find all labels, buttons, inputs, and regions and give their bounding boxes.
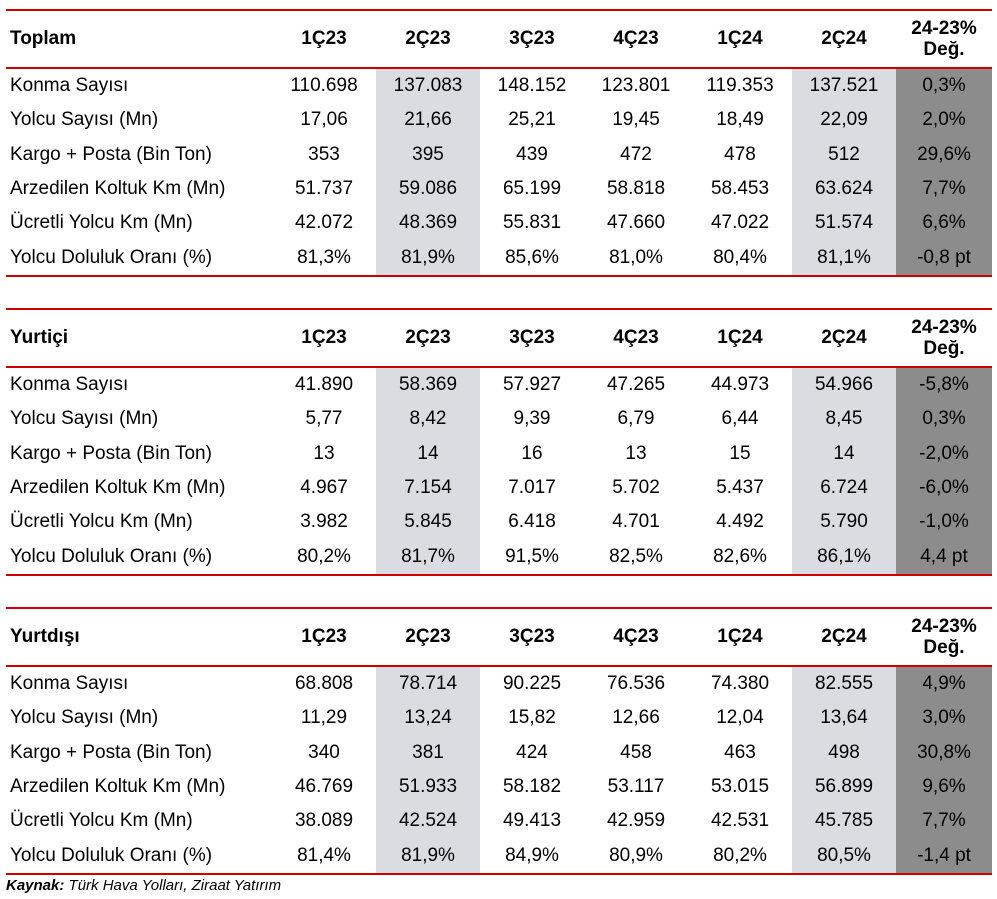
- table-cell: 54.966: [792, 367, 896, 402]
- row-label: Kargo + Posta (Bin Ton): [10, 143, 212, 165]
- table-cell: 119.353: [706, 75, 774, 97]
- table-cell: 58.818: [606, 178, 666, 200]
- table-cell: 424: [516, 741, 548, 763]
- table-cell: 42.959: [606, 810, 666, 832]
- table-row: [6, 68, 992, 103]
- table-cell: 12,04: [716, 707, 764, 729]
- table-cell: 84,9%: [480, 838, 584, 873]
- table-cell: 56.899: [792, 770, 896, 804]
- table-cell: 5.790: [792, 505, 896, 539]
- row-label: Yolcu Doluluk Oranı (%): [6, 240, 272, 275]
- table-row: [6, 804, 992, 838]
- change-cell: 7,7%: [896, 172, 992, 206]
- row-label: Ücretli Yolcu Km (Mn): [10, 810, 193, 832]
- source-note: [6, 877, 281, 894]
- table-cell: 463: [724, 741, 756, 763]
- table-cell: 458: [620, 741, 652, 763]
- change-header-line2: Değ.: [923, 39, 965, 60]
- table-cell: 86,1%: [792, 539, 896, 574]
- table-cell: 80,4%: [688, 240, 792, 275]
- table-cell: 51.574: [792, 206, 896, 240]
- source-label: Kaynak:: [6, 877, 65, 894]
- row-label: Ücretli Yolcu Km (Mn): [10, 511, 193, 533]
- table-row: [6, 402, 992, 436]
- table-cell: 81,9%: [376, 240, 480, 275]
- table-cell: 19,45: [612, 109, 660, 131]
- table-header-row: [6, 309, 992, 367]
- change-cell: 3,0%: [896, 701, 992, 735]
- source-text: Türk Hava Yolları, Ziraat Yatırım: [64, 877, 282, 894]
- change-header-line1: 24-23%: [911, 317, 977, 338]
- change-cell: -1,4 pt: [896, 838, 992, 873]
- table-cell: 58.369: [376, 367, 480, 402]
- row-label: Konma Sayısı: [10, 374, 129, 396]
- column-header: 3Ç23: [480, 10, 584, 68]
- table-cell: 22,09: [792, 103, 896, 137]
- table-cell: 63.624: [792, 172, 896, 206]
- column-header: 2Ç24: [792, 608, 896, 666]
- table-cell: 47.265: [606, 374, 666, 396]
- stats-table: [6, 607, 992, 875]
- table-cell: 51.737: [294, 178, 354, 200]
- table-row: [6, 240, 992, 275]
- table-row: [6, 736, 992, 770]
- table-cell: 82,5%: [584, 539, 688, 574]
- table-cell: 81,7%: [376, 539, 480, 574]
- table-cell: 137.521: [792, 68, 896, 103]
- table-row: [6, 206, 992, 240]
- change-cell: 29,6%: [896, 138, 992, 172]
- table-cell: 81,3%: [272, 240, 376, 275]
- change-cell: -5,8%: [896, 367, 992, 402]
- change-header-line2: Değ.: [923, 338, 965, 359]
- stats-table: [6, 308, 992, 576]
- change-column-header: [896, 309, 992, 367]
- table-cell: 49.413: [502, 810, 562, 832]
- change-cell: 4,4 pt: [896, 539, 992, 574]
- change-cell: 9,6%: [896, 770, 992, 804]
- table-cell: 25,21: [508, 109, 556, 131]
- change-cell: 0,3%: [896, 68, 992, 103]
- row-label: Kargo + Posta (Bin Ton): [10, 442, 212, 464]
- table-cell: 53.015: [710, 776, 770, 798]
- table-cell: 9,39: [513, 408, 551, 430]
- table-cell: 81,4%: [272, 838, 376, 873]
- table-cell: 41.890: [294, 374, 354, 396]
- table-cell: 80,2%: [272, 539, 376, 574]
- data-table-3: [6, 607, 992, 875]
- change-header-line2: Değ.: [923, 637, 965, 658]
- table-cell: 4.492: [716, 511, 764, 533]
- data-table-2: [6, 308, 992, 576]
- column-header: 1Ç24: [688, 309, 792, 367]
- table-row: [6, 471, 992, 505]
- table-row: [6, 437, 992, 471]
- row-label: Konma Sayısı: [10, 75, 129, 97]
- change-cell: 6,6%: [896, 206, 992, 240]
- stats-table: [6, 9, 992, 277]
- table-cell: 4.701: [612, 511, 660, 533]
- table-row: [6, 505, 992, 539]
- table-row: [6, 539, 992, 574]
- table-cell: 137.083: [376, 68, 480, 103]
- table-cell: 3.982: [300, 511, 348, 533]
- table-cell: 478: [724, 143, 756, 165]
- table-cell: 472: [620, 143, 652, 165]
- table-title: Toplam: [6, 10, 272, 68]
- column-header: 2Ç23: [376, 309, 480, 367]
- table-cell: 58.182: [502, 776, 562, 798]
- table-cell: 439: [516, 143, 548, 165]
- table-cell: 7.017: [508, 477, 556, 499]
- table-cell: 42.072: [294, 212, 354, 234]
- column-header: 2Ç24: [792, 10, 896, 68]
- row-label: Arzedilen Koltuk Km (Mn): [10, 776, 226, 798]
- change-header-line1: 24-23%: [911, 18, 977, 39]
- table-cell: 80,5%: [792, 838, 896, 873]
- table-cell: 82,6%: [688, 539, 792, 574]
- column-header: 3Ç23: [480, 309, 584, 367]
- change-cell: 2,0%: [896, 103, 992, 137]
- table-row: [6, 666, 992, 701]
- row-label: Yolcu Sayısı (Mn): [10, 408, 159, 430]
- table-cell: 53.117: [607, 776, 665, 798]
- row-label: Ücretli Yolcu Km (Mn): [10, 212, 193, 234]
- table-title: Yurtdışı: [6, 608, 272, 666]
- table-cell: 381: [376, 736, 480, 770]
- row-label: Yolcu Sayısı (Mn): [10, 109, 159, 131]
- table-cell: 55.831: [502, 212, 562, 234]
- table-cell: 18,49: [716, 109, 764, 131]
- table-cell: 68.808: [294, 673, 354, 695]
- table-cell: 45.785: [792, 804, 896, 838]
- row-label: Konma Sayısı: [10, 673, 129, 695]
- table-row: [6, 138, 992, 172]
- column-header: 1Ç23: [272, 309, 376, 367]
- table-cell: 80,9%: [584, 838, 688, 873]
- change-header-line1: 24-23%: [911, 616, 977, 637]
- change-cell: -6,0%: [896, 471, 992, 505]
- table-cell: 44.973: [710, 374, 770, 396]
- table-cell: 5.702: [612, 477, 660, 499]
- table-cell: 8,42: [376, 402, 480, 436]
- change-cell: -2,0%: [896, 437, 992, 471]
- column-header: 4Ç23: [584, 608, 688, 666]
- table-cell: 11,29: [300, 707, 348, 729]
- row-label: Arzedilen Koltuk Km (Mn): [10, 178, 226, 200]
- table-cell: 16: [521, 442, 543, 464]
- table-cell: 76.536: [606, 673, 666, 695]
- table-cell: 14: [792, 437, 896, 471]
- column-header: 2Ç23: [376, 10, 480, 68]
- table-cell: 47.022: [710, 212, 770, 234]
- row-label: Yolcu Sayısı (Mn): [10, 707, 159, 729]
- table-cell: 21,66: [376, 103, 480, 137]
- table-cell: 13: [625, 442, 647, 464]
- table-cell: 6.418: [508, 511, 556, 533]
- table-row: [6, 367, 992, 402]
- table-cell: 59.086: [376, 172, 480, 206]
- table-row: [6, 838, 992, 873]
- change-cell: -1,0%: [896, 505, 992, 539]
- table-cell: 512: [792, 138, 896, 172]
- column-header: 1Ç23: [272, 608, 376, 666]
- column-header: 4Ç23: [584, 10, 688, 68]
- change-cell: 7,7%: [896, 804, 992, 838]
- table-cell: 48.369: [376, 206, 480, 240]
- change-column-header: [896, 10, 992, 68]
- data-table-1: [6, 9, 992, 277]
- table-cell: 42.524: [376, 804, 480, 838]
- table-cell: 6.724: [792, 471, 896, 505]
- table-cell: 110.698: [290, 75, 358, 97]
- column-header: 1Ç24: [688, 608, 792, 666]
- table-cell: 353: [308, 143, 340, 165]
- column-header: 1Ç23: [272, 10, 376, 68]
- table-cell: 81,1%: [792, 240, 896, 275]
- table-cell: 51.933: [376, 770, 480, 804]
- table-cell: 6,79: [617, 408, 655, 430]
- table-cell: 81,0%: [584, 240, 688, 275]
- column-header: 1Ç24: [688, 10, 792, 68]
- table-row: [6, 770, 992, 804]
- table-cell: 6,44: [721, 408, 759, 430]
- table-cell: 15,82: [508, 707, 556, 729]
- table-cell: 5.845: [376, 505, 480, 539]
- table-cell: 15: [729, 442, 751, 464]
- table-title: Yurtiçi: [6, 309, 272, 367]
- table-cell: 90.225: [502, 673, 562, 695]
- table-cell: 12,66: [612, 707, 660, 729]
- table-cell: 8,45: [792, 402, 896, 436]
- table-cell: 74.380: [710, 673, 770, 695]
- table-cell: 14: [376, 437, 480, 471]
- table-cell: 81,9%: [376, 838, 480, 873]
- table-cell: 58.453: [710, 178, 770, 200]
- table-cell: 13,24: [376, 701, 480, 735]
- table-cell: 65.199: [502, 178, 562, 200]
- table-cell: 4.967: [300, 477, 348, 499]
- table-cell: 80,2%: [688, 838, 792, 873]
- table-cell: 340: [308, 741, 340, 763]
- table-cell: 5,77: [305, 408, 343, 430]
- table-row: [6, 701, 992, 735]
- table-header-row: [6, 608, 992, 666]
- table-cell: 91,5%: [480, 539, 584, 574]
- change-cell: -0,8 pt: [896, 240, 992, 275]
- table-cell: 148.152: [497, 75, 567, 97]
- table-row: [6, 103, 992, 137]
- column-header: 4Ç23: [584, 309, 688, 367]
- change-cell: 4,9%: [896, 666, 992, 701]
- change-column-header: [896, 608, 992, 666]
- table-cell: 13,64: [792, 701, 896, 735]
- table-cell: 57.927: [502, 374, 562, 396]
- row-label: Yolcu Doluluk Oranı (%): [6, 539, 272, 574]
- table-cell: 78.714: [376, 666, 480, 701]
- row-label: Kargo + Posta (Bin Ton): [10, 741, 212, 763]
- table-header-row: [6, 10, 992, 68]
- table-cell: 395: [376, 138, 480, 172]
- table-cell: 498: [792, 736, 896, 770]
- table-cell: 85,6%: [480, 240, 584, 275]
- column-header: 3Ç23: [480, 608, 584, 666]
- table-cell: 38.089: [294, 810, 354, 832]
- change-cell: 30,8%: [896, 736, 992, 770]
- table-cell: 47.660: [606, 212, 666, 234]
- table-cell: 13: [313, 442, 335, 464]
- table-row: [6, 172, 992, 206]
- row-label: Yolcu Doluluk Oranı (%): [6, 838, 272, 873]
- change-cell: 0,3%: [896, 402, 992, 436]
- table-cell: 46.769: [294, 776, 354, 798]
- column-header: 2Ç24: [792, 309, 896, 367]
- column-header: 2Ç23: [376, 608, 480, 666]
- table-cell: 123.801: [601, 75, 671, 97]
- table-cell: 82.555: [792, 666, 896, 701]
- table-cell: 5.437: [716, 477, 764, 499]
- table-cell: 7.154: [376, 471, 480, 505]
- row-label: Arzedilen Koltuk Km (Mn): [10, 477, 226, 499]
- table-cell: 42.531: [710, 810, 770, 832]
- table-cell: 17,06: [300, 109, 348, 131]
